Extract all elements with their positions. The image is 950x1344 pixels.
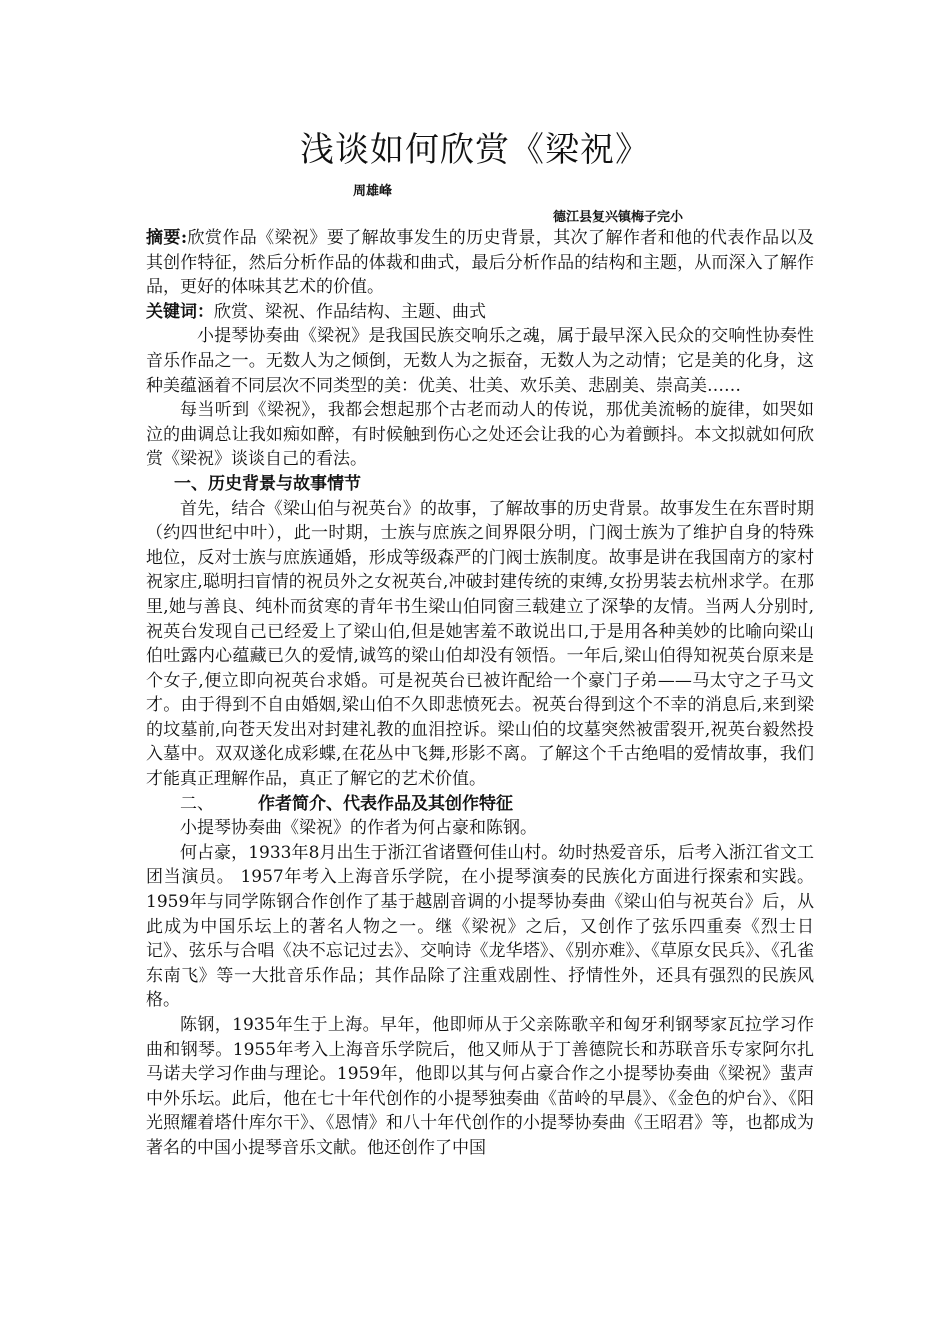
article-title: 浅谈如何欣赏《梁祝》 bbox=[300, 130, 650, 170]
abstract-text: 欣赏作品《梁祝》要了解故事发生的历史背景，其次了解作者和他的代表作品以及其创作特征，然后分析作品的体裁和曲式，最后分析作品的结构和主题，从而深入了解作品，更好的体味其艺术的价值。 bbox=[146, 228, 814, 298]
keywords-label: 关键词： bbox=[146, 301, 214, 322]
author-name: 周雄峰 bbox=[353, 184, 393, 199]
section-2-number: 二、 bbox=[180, 793, 214, 814]
section-2-paragraph-2: 何占豪，1933年8月出生于浙江省诸暨何佳山村。幼时热爱音乐，后考入浙江省文工团当演员。 1957年考入上海音乐学院，在小提琴演奏的民族化方面进行探索和实践。1959年与同学陈钢合作创作了基于越剧音调的小提琴协奏曲《梁山伯与祝英台》后，从此成为中国乐坛上的著名人物之一。继《梁祝》之后，又创作了弦乐四重奏《烈士日记》、弦乐与合唱《决不忘记过去》、交响诗《龙华塔》、《别亦难》、《草原女民兵》、《孔雀东南飞》等一大批音乐作品；其作品除了注重戏剧性、抒情性外，还具有强烈的民族风格。 bbox=[146, 842, 814, 1011]
abstract-paragraph bbox=[146, 226, 814, 300]
intro-paragraph-2: 每当听到《梁祝》，我都会想起那个古老而动人的传说，那优美流畅的旋律，如哭如泣的曲调总让我如痴如醉，有时候触到伤心之处还会让我的心为着颤抖。本文拟就如何欣赏《梁祝》谈谈自己的看法。 bbox=[146, 400, 814, 470]
section-2-heading-row bbox=[146, 792, 814, 817]
section-1-heading: 一、历史背景与故事情节 bbox=[174, 473, 361, 494]
article-body bbox=[146, 226, 814, 1161]
section-1-paragraph: 首先，结合《梁山伯与祝英台》的故事，了解故事的历史背景。故事发生在东晋时期（约四世纪中叶），此一时期，士族与庶族之间界限分明，门阀士族为了维护自身的特殊地位，反对士族与庶族通婚，形成等级森严的门阀士族制度。故事是讲在我国南方的家村祝家庄,聪明扫盲情的祝员外之女祝英台,冲破封建传统的束缚,女扮男装去杭州求学。在那里,她与善良、纯朴而贫寒的青年书生梁山伯同窗三载建立了深挚的友情。当两人分别时,祝英台发现自己已经爱上了梁山伯,但是她害羞不敢说出口,于是用各种美妙的比喻向梁山伯吐露内心蕴藏已久的爱情,诚笃的梁山伯却没有领悟。一年后,梁山伯得知祝英台原来是个女子,便立即向祝英台求婚。可是祝英台已被许配给一个豪门子弟——马太守之子马文才。由于得到不自由婚姻,梁山伯不久即悲愤死去。祝英台得到这个不幸的消息后,来到梁的坟墓前,向苍天发出对封建礼教的血泪控诉。梁山伯的坟墓突然被雷裂开,祝英台毅然投入墓中。双双遂化成彩蝶,在花丛中飞舞,形影不离。了解这个千古绝唱的爱情故事，我们才能真正理解作品，真正了解它的艺术价值。 bbox=[146, 498, 814, 790]
section-2-paragraph-3: 陈钢，1935年生于上海。早年，他即师从于父亲陈歌辛和匈牙利钢琴家瓦拉学习作曲和钢琴。1955年考入上海音乐学院后，他又师从于丁善德院长和苏联音乐专家阿尔扎马诺夫学习作曲与理论。1959年，他即以其与何占豪合作之小提琴协奏曲《梁祝》蜚声中外乐坛。此后，他在七十年代创作的小提琴独奏曲《苗岭的早晨》、《金色的炉台》、《阳光照耀着塔什库尔干》、《恩情》和八十年代创作的小提琴协奏曲《王昭君》等，也都成为著名的中国小提琴音乐文献。他还创作了中国 bbox=[146, 1015, 814, 1158]
keywords-text: 欣赏、梁祝、作品结构、主题、曲式 bbox=[214, 301, 486, 322]
section-2-heading: 作者简介、代表作品及其创作特征 bbox=[258, 793, 513, 814]
section-2-paragraph-1: 小提琴协奏曲《梁祝》的作者为何占豪和陈钢。 bbox=[180, 818, 537, 839]
intro-paragraph-1: 小提琴协奏曲《梁祝》是我国民族交响乐之魂，属于最早深入民众的交响性协奏性音乐作品之一。无数人为之倾倒，无数人为之振奋，无数人为之动情；它是美的化身，这种美蕴涵着不同层次不同类型的美：优美、壮美、欢乐美、悲剧美、崇高美…… bbox=[146, 326, 814, 396]
author-affiliation: 德江县复兴镇梅子完小 bbox=[553, 210, 684, 225]
keywords-paragraph bbox=[146, 300, 814, 325]
abstract-label: 摘要: bbox=[146, 228, 188, 248]
